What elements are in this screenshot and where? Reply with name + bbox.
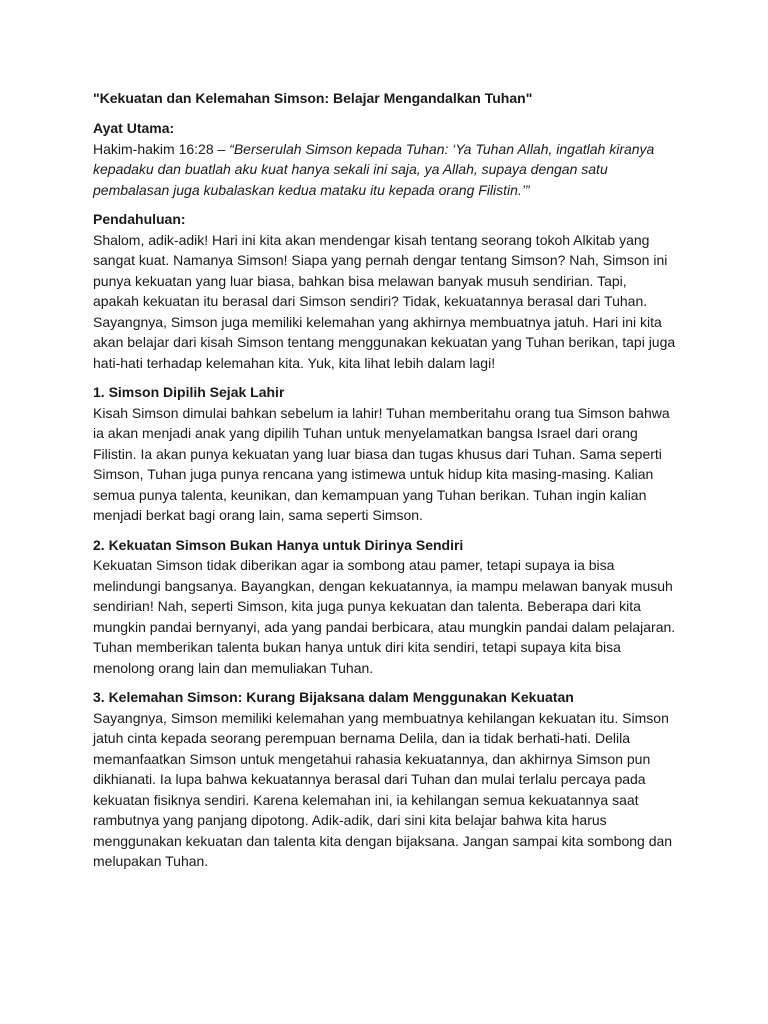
verse-text: “Berserulah Simson kepada Tuhan: ‘Ya Tuhan Allah, ingatlah kiranya kepadaku dan buatlah aku kuat hanya sekali ini saja, ya Allah, supaya dengan satu pembalasan juga kubalaskan kedua mataku itu kepada orang Filistin.’” [93,140,655,198]
section-1 [93,382,676,526]
section-ayat-utama [93,118,676,200]
section-body: Kekuatan Simson tidak diberikan agar ia sombong atau pamer, tetapi supaya ia bisa melindungi bangsanya. Bayangkan, dengan kekuatannya, ia mampu melawan banyak musuh sendirian! Nah, seperti Simson, kita juga punya kekuatan dan talenta. Beberapa dari kita mungkin pandai bernyanyi, ada yang pandai berbicara, atau mungkin pandai dalam pelajaran. Tuhan memberikan talenta bukan hanya untuk diri kita sendiri, tetapi supaya kita bisa menolong orang lain dan memuliakan Tuhan. [93,557,676,676]
section-heading: 2. Kekuatan Simson Bukan Hanya untuk Dirinya Sendiri [93,536,464,553]
section-heading: 3. Kelemahan Simson: Kurang Bijaksana dalam Menggunakan Kekuatan [93,689,574,705]
section-pendahuluan [93,209,676,373]
pendahuluan-heading: Pendahuluan: [93,211,186,227]
document-title: "Kekuatan dan Kelemahan Simson: Belajar Mengandalkan Tuhan" [93,90,533,106]
section-3 [93,687,676,872]
section-2 [93,535,676,679]
verse-reference: Hakim-hakim 16:28 – [93,140,230,157]
section-body: Kisah Simson dimulai bahkan sebelum ia lahir! Tuhan memberitahu orang tua Simson bahwa ia akan menjadi anak yang dipilih Tuhan untuk menyelamatkan bangsa Israel dari orang Filistin. Ia akan punya kekuatan yang luar biasa dan tugas khusus dari Tuhan. Sama seperti Simson, Tuhan juga punya rencana yang istimewa untuk hidup kita masing-masing. Kalian semua punya talenta, keunikan, dan kemampuan yang Tuhan berikan. Tuhan ingin kalian menjadi berkat bagi orang lain, sama seperti Simson. [93,404,670,523]
ayat-utama-heading: Ayat Utama: [93,120,175,136]
section-body: Sayangnya, Simson memiliki kelemahan yang membuatnya kehilangan kekuatan itu. Simson jatuh cinta kepada seorang perempuan bernama Delila, dan ia tidak berhati-hati. Delila memanfaatkan Simson untuk mengetahui rahasia kekuatannya, dan akhirnya Simson pun dikhianati. Ia lupa bahwa kekuatannya berasal dari Tuhan dan mulai terlalu percaya pada kekuatan fisiknya sendiri. Karena kelemahan ini, ia kehilangan semua kekuatannya saat rambutnya yang panjang dipotong. Adik-adik, dari sini kita belajar bahwa kita harus menggunakan kekuatan dan talenta kita dengan bijaksana. Jangan sampai kita sombong dan melupakan Tuhan. [93,709,673,869]
section-heading: 1. Simson Dipilih Sejak Lahir [93,384,285,400]
ayat-utama-verse [93,139,676,201]
pendahuluan-body: Shalom, adik-adik! Hari ini kita akan mendengar kisah tentang seorang tokoh Alkitab yang sangat kuat. Namanya Simson! Siapa yang pernah dengar tentang Simson? Nah, Simson ini punya kekuatan yang luar biasa, bahkan bisa melawan banyak musuh sendirian. Tapi, apakah kekuatan itu berasal dari Simson sendiri? Tidak, kekuatannya berasal dari Tuhan. Sayangnya, Simson juga memiliki kelemahan yang akhirnya membuatnya jatuh. Hari ini kita akan belajar dari kisah Simson tentang menggunakan kekuatan yang Tuhan berikan, tapi juga hati-hati terhadap kelemahan kita. Yuk, kita lihat lebih dalam lagi! [93,231,676,371]
